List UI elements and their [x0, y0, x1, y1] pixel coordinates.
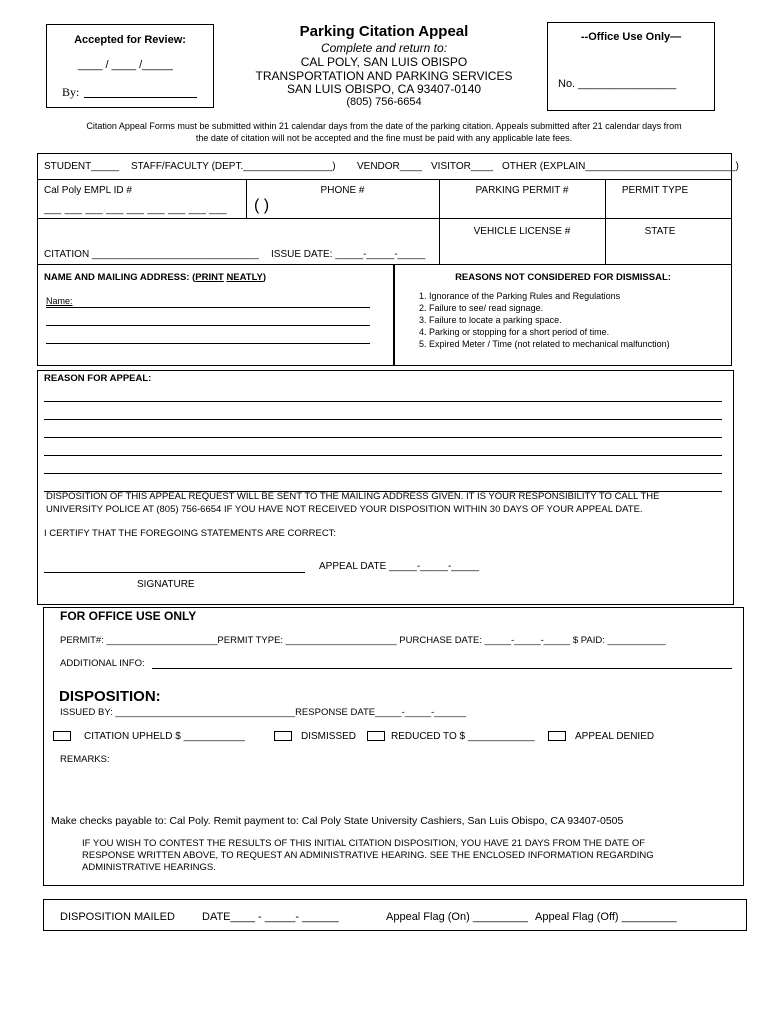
appeal-flag-on-field[interactable]: Appeal Flag (On) _________ — [386, 911, 528, 923]
other-option[interactable]: OTHER (EXPLAIN___________________________) — [502, 161, 739, 172]
vendor-option[interactable]: VENDOR____ — [357, 161, 423, 172]
student-option[interactable]: STUDENT_____ — [44, 161, 120, 172]
heading-print: PRINT — [195, 272, 224, 283]
reasons-heading: REASONS NOT CONSIDERED FOR DISMISSAL: — [455, 272, 671, 283]
upheld-label: CITATION UPHELD $ ___________ — [84, 731, 245, 742]
issue-date-field[interactable]: ISSUE DATE: _____-_____-_____ — [271, 249, 426, 260]
address-line: TRANSPORTATION AND PARKING SERVICES — [255, 69, 513, 83]
name-address-heading — [44, 273, 266, 283]
table-divider — [37, 179, 732, 180]
phone-line: (805) 756-6654 — [346, 96, 422, 108]
certify-statement: I CERTIFY THAT THE FOREGOING STATEMENTS ARE CORRECT: — [44, 528, 337, 539]
contest-notice: RESPONSE WRITTEN ABOVE, TO REQUEST AN ADMINISTRATIVE HEARING. SEE THE ENCLOSED INFORMATION REGARDING — [82, 850, 654, 861]
reason-item: 3. Failure to locate a parking space. — [419, 315, 562, 325]
vehicle-license-label: VEHICLE LICENSE # — [473, 226, 571, 237]
additional-info-field[interactable] — [152, 668, 732, 669]
phone-label: PHONE # — [320, 185, 365, 196]
notice-line: the date of citation will not be accepted and the fine must be paid with any applicable late fees. — [195, 133, 573, 143]
appeal-heading: REASON FOR APPEAL: — [44, 373, 152, 384]
phone-field[interactable]: ( ) — [254, 197, 270, 214]
heading-text: NAME AND MAILING ADDRESS: ( — [44, 272, 196, 283]
parking-permit-label: PARKING PERMIT # — [475, 185, 569, 196]
upheld-checkbox[interactable] — [53, 731, 71, 741]
citation-field[interactable]: CITATION ______________________________ — [44, 249, 259, 260]
name-field[interactable] — [46, 307, 370, 308]
signature-label: SIGNATURE — [137, 579, 195, 590]
form-subtitle: Complete and return to: — [320, 41, 448, 55]
empl-id-field[interactable]: ___ ___ ___ ___ ___ ___ ___ ___ ___ — [44, 204, 227, 215]
disposition-mailed-label: DISPOSITION MAILED — [60, 911, 175, 923]
heading-neatly: NEATLY — [226, 272, 263, 283]
form-title: Parking Citation Appeal — [299, 23, 469, 40]
review-by-label: By: — [62, 85, 80, 99]
appeal-date-field[interactable]: APPEAL DATE _____-_____-_____ — [319, 561, 480, 572]
disposition-notice: UNIVERSITY POLICE AT (805) 756-6654 IF YOU HAVE NOT RECEIVED YOUR DISPOSITION WITHIN 30 DAYS OF YOUR APPEAL DATE. — [46, 504, 643, 515]
heading-close: ) — [262, 272, 267, 283]
contest-notice: ADMINISTRATIVE HEARINGS. — [82, 862, 216, 873]
office-heading: FOR OFFICE USE ONLY — [60, 609, 197, 623]
disposition-heading: DISPOSITION: — [59, 688, 161, 705]
dismissed-label: DISMISSED — [301, 731, 357, 742]
notice-line: Citation Appeal Forms must be submitted within 21 calendar days from the date of the parking citation. Appeals submitted after 21 calendar days from — [86, 121, 682, 131]
dismissed-checkbox[interactable] — [274, 731, 292, 741]
office-no-field[interactable]: No. ________________ — [558, 78, 677, 90]
address-line: SAN LUIS OBISPO, CA 93407-0140 — [286, 82, 482, 96]
appeal-reason-line[interactable] — [44, 437, 722, 438]
remarks-label: REMARKS: — [60, 754, 110, 765]
appeal-reason-line[interactable] — [44, 455, 722, 456]
permit-type-label: PERMIT TYPE — [621, 185, 689, 196]
reason-item: 1. Ignorance of the Parking Rules and Regulations — [419, 291, 621, 301]
issued-by-field[interactable]: ISSUED BY: __________________________________RESPONSE DATE_____-_____-______ — [60, 707, 466, 718]
reason-item: 5. Expired Meter / Time (not related to mechanical malfunction) — [419, 339, 670, 349]
reduced-checkbox[interactable] — [367, 731, 385, 741]
appeal-reason-line[interactable] — [44, 401, 722, 402]
office-permit-line[interactable]: PERMIT#: _____________________PERMIT TYPE: _____________________ PURCHASE DATE: _____-_____-_____ $ PAID: ___________ — [60, 635, 666, 646]
denied-label: APPEAL DENIED — [575, 731, 655, 742]
office-use-title: --Office Use Only— — [580, 31, 682, 43]
payment-instructions: Make checks payable to: Cal Poly. Remit payment to: Cal Poly State University Cashiers, San Luis Obispo, CA 93407-0505 — [51, 815, 624, 827]
empl-id-label: Cal Poly EMPL ID # — [44, 185, 132, 196]
review-by-field[interactable] — [84, 97, 197, 98]
review-box-title: Accepted for Review: — [74, 34, 186, 46]
contest-notice: IF YOU WISH TO CONTEST THE RESULTS OF THIS INITIAL CITATION DISPOSITION, YOU HAVE 21 DAYS FROM THE DATE OF — [82, 838, 646, 849]
review-date-field[interactable]: ____ / ____ /_____ — [78, 59, 173, 71]
appeal-flag-off-field[interactable]: Appeal Flag (Off) _________ — [535, 911, 677, 923]
name-label: Name: — [46, 296, 73, 306]
mailed-date-field[interactable]: DATE____ - _____- ______ — [202, 911, 339, 923]
state-label: STATE — [644, 226, 676, 237]
denied-checkbox[interactable] — [548, 731, 566, 741]
visitor-option[interactable]: VISITOR____ — [431, 161, 494, 172]
disposition-notice: DISPOSITION OF THIS APPEAL REQUEST WILL BE SENT TO THE MAILING ADDRESS GIVEN. IT IS YOUR RESPONSIBILITY TO CALL THE — [46, 491, 660, 502]
appeal-reason-line[interactable] — [44, 473, 722, 474]
additional-info-label: ADDITIONAL INFO: — [60, 658, 145, 669]
address-line: CAL POLY, SAN LUIS OBISPO — [300, 55, 468, 69]
reduced-label: REDUCED TO $ ____________ — [391, 731, 535, 742]
staff-faculty-option[interactable]: STAFF/FACULTY (DEPT.________________) — [131, 161, 336, 172]
signature-field[interactable] — [44, 572, 305, 573]
appeal-reason-line[interactable] — [44, 419, 722, 420]
address-line-field[interactable] — [46, 325, 370, 326]
table-divider — [37, 218, 732, 219]
reason-item: 4. Parking or stopping for a short period of time. — [419, 327, 610, 337]
address-line-field[interactable] — [46, 343, 370, 344]
reason-item: 2. Failure to see/ read signage. — [419, 303, 544, 313]
